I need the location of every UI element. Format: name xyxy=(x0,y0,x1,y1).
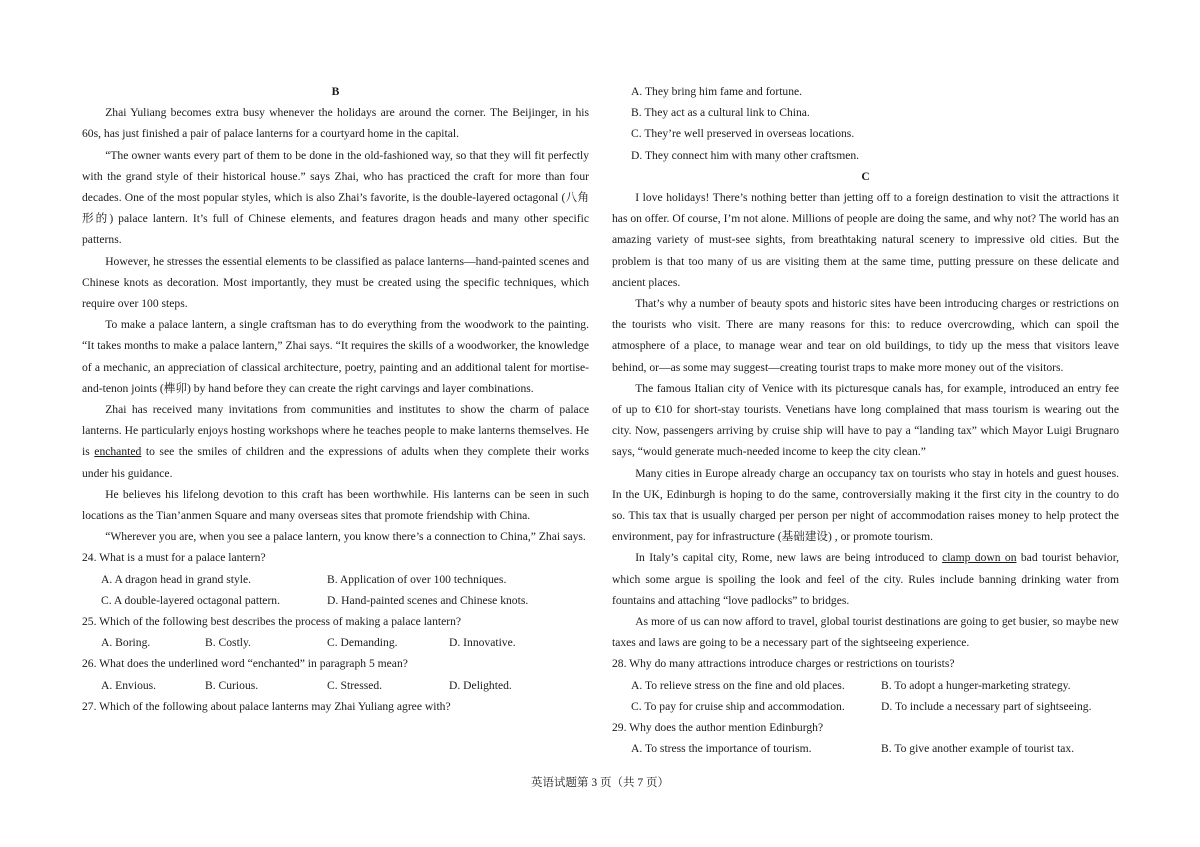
option-24-c: C. A double-layered octagonal pattern. xyxy=(101,593,281,607)
section-heading-b: B xyxy=(331,85,340,98)
option-25-a: A. Boring. xyxy=(101,636,151,650)
option-25-b: B. Costly. xyxy=(205,636,251,650)
question-28: 28. Why do many attractions introduce charges or restrictions on tourists? xyxy=(612,657,955,671)
passage-c-paragraph-4: Many cities in Europe already charge an occupancy tax on tourists who stay in hotels and guest houses. In the UK, Edinburgh is hoping to do the same, controversially making it the first city in the country to do so. This tax that is usually charged per person per night of accommodation raises money to help protect the environment, pay for infrastructure (基础建设) , or promote tourism. xyxy=(612,466,1119,544)
passage-b-paragraph-6: He believes his lifelong devotion to this craft has been worthwhile. His lanterns can be seen in such locations as the Tian’anmen Square and many overseas sites that promote friendship with China. xyxy=(82,487,589,523)
passage-c-paragraph-1: I love holidays! There’s nothing better than jetting off to a foreign destination to visit the attractions it has on offer. Of course, I’m not alone. Millions of people are doing the same, and why not? The world has an amazing variety of must-see sights, from breathtaking natural scenery to impressive old cities. But the problem is that too many of us are visiting them at the same time, putting pressure on these delicate and ancient places. xyxy=(612,191,1119,289)
question-24-options xyxy=(82,569,589,611)
question-26: 26. What does the underlined word “enchanted” in paragraph 5 mean? xyxy=(82,657,408,671)
page-footer: 英语试题第 3 页（共 7 页） xyxy=(531,777,669,789)
question-29: 29. Why does the author mention Edinburgh? xyxy=(612,721,824,735)
paragraph-5-text-start: Zhai has received many invitations from communities and institutes to show the charm of palace lanterns. He particularly enjoys hosting workshops where he teaches people to make lanterns themselves. He is xyxy=(82,403,589,459)
option-27-d: D. They connect him with many other craftsmen. xyxy=(631,148,860,162)
passage-b-paragraph-4: To make a palace lantern, a single craftsman has to do everything from the woodwork to the painting. “It takes months to make a palace lantern,” Zhai says. “It requires the skills of a woodworker, the knowledge of a mechanic, an appreciation of classical architecture, poetry, painting and an additional talent for mortise-and-tenon joints (榫卯) by hand before they can create the right carvings and layer combinations. xyxy=(82,318,589,395)
option-28-a: A. To relieve stress on the fine and old places. xyxy=(631,678,845,692)
passage-c-paragraph-6: As more of us can now afford to travel, global tourist destinations are going to get busier, so maybe new taxes and laws are going to be a necessary part of the sightseeing experience. xyxy=(612,615,1119,650)
passage-b-paragraph-7: “Wherever you are, when you see a palace lantern, you know there’s a connection to China,” Zhai says. xyxy=(105,530,586,544)
underlined-word-enchanted: enchanted xyxy=(94,445,142,459)
question-28-options xyxy=(612,675,1119,717)
passage-c-paragraph-3: The famous Italian city of Venice with its picturesque canals has, for example, introduced an entry fee of up to €10 for short-stay tourists. Venetians have long complained that mass tourism is wearing out the city. Now, passengers arriving by cruise ship will have to pay a “landing tax” which Mayor Luigi Brugnaro says, “would generate much-needed income to keep the city clean.” xyxy=(612,381,1119,459)
option-29-b: B. To give another example of tourist tax. xyxy=(881,742,1075,756)
option-26-c: C. Stressed. xyxy=(327,678,383,692)
paragraph-5-text-end: bad tourist behavior, which some argue is spoiling the look and feel of the city. Rules include banning drinking water from fountains and attaching “love padlocks” to bridges. xyxy=(612,551,1119,607)
passage-c-paragraph-2: That’s why a number of beauty spots and historic sites have been introducing charges or restrictions on the tourists who visit. There are many reasons for this: to reduce overcrowding, which can spoil the atmosphere of a place, to manage wear and tear on old buildings, to tidy up the mess that visitors leave behind, or—as some may suggest—creating tourist traps to make more money out of the visitors. xyxy=(612,297,1119,374)
option-28-b: B. To adopt a hunger-marketing strategy. xyxy=(881,678,1071,692)
passage-b-paragraph-2: “The owner wants every part of them to be done in the old-fashioned way, so that they will fit perfectly with the grand style of their historical house.” says Zhai, who has practiced the craft for more than four decades. One of the most popular styles, which is also Zhai’s favorite, is the double-layered octagonal (八角形的) palace lantern. It’s full of Chinese elements, and features dragon heads and many other specific patterns. xyxy=(82,148,589,247)
option-26-d: D. Delighted. xyxy=(449,678,512,692)
passage-b-paragraph-5 xyxy=(82,399,589,484)
option-25-d: D. Innovative. xyxy=(449,636,516,650)
paragraph-5-text-end: to see the smiles of children and the expressions of adults when they complete their works under his guidance. xyxy=(82,445,589,480)
question-27: 27. Which of the following about palace lanterns may Zhai Yuliang agree with? xyxy=(82,699,451,713)
option-28-d: D. To include a necessary part of sightseeing. xyxy=(881,699,1092,713)
option-24-b: B. Application of over 100 techniques. xyxy=(327,572,507,586)
question-25-options xyxy=(82,632,589,653)
option-25-c: C. Demanding. xyxy=(327,636,398,650)
passage-b-paragraph-3: However, he stresses the essential elements to be classified as palace lanterns—hand-painted scenes and Chinese knots as decoration. Most importantly, they must be created using the specific techniques, which require over 100 steps. xyxy=(82,254,589,311)
paragraph-5-text-start: In Italy’s capital city, Rome, new laws are being introduced to xyxy=(635,551,943,565)
option-27-a: A. They bring him fame and fortune. xyxy=(631,85,803,98)
question-27-options xyxy=(612,81,1119,166)
question-29-options xyxy=(612,738,1119,759)
question-24: 24. What is a must for a palace lantern? xyxy=(82,551,266,565)
right-column xyxy=(612,81,1119,760)
section-heading-c: C xyxy=(861,169,870,183)
option-26-a: A. Envious. xyxy=(101,678,157,692)
option-27-c: C. They’re well preserved in overseas locations. xyxy=(631,127,855,141)
passage-c-paragraph-5 xyxy=(612,547,1119,611)
left-column xyxy=(82,81,589,717)
option-28-c: C. To pay for cruise ship and accommodation. xyxy=(631,699,845,713)
option-26-b: B. Curious. xyxy=(205,678,259,692)
option-24-d: D. Hand-painted scenes and Chinese knots. xyxy=(327,593,529,607)
option-29-a: A. To stress the importance of tourism. xyxy=(631,742,812,756)
option-27-b: B. They act as a cultural link to China. xyxy=(631,106,810,120)
question-26-options xyxy=(82,675,589,696)
underlined-phrase-clamp-down-on: clamp down on xyxy=(942,551,1017,565)
option-24-a: A. A dragon head in grand style. xyxy=(101,572,252,586)
question-25: 25. Which of the following best describes the process of making a palace lantern? xyxy=(82,615,462,629)
passage-b-paragraph-1: Zhai Yuliang becomes extra busy whenever the holidays are around the corner. The Beijinger, in his 60s, has just finished a pair of palace lanterns for a courtyard home in the capital. xyxy=(82,106,589,141)
